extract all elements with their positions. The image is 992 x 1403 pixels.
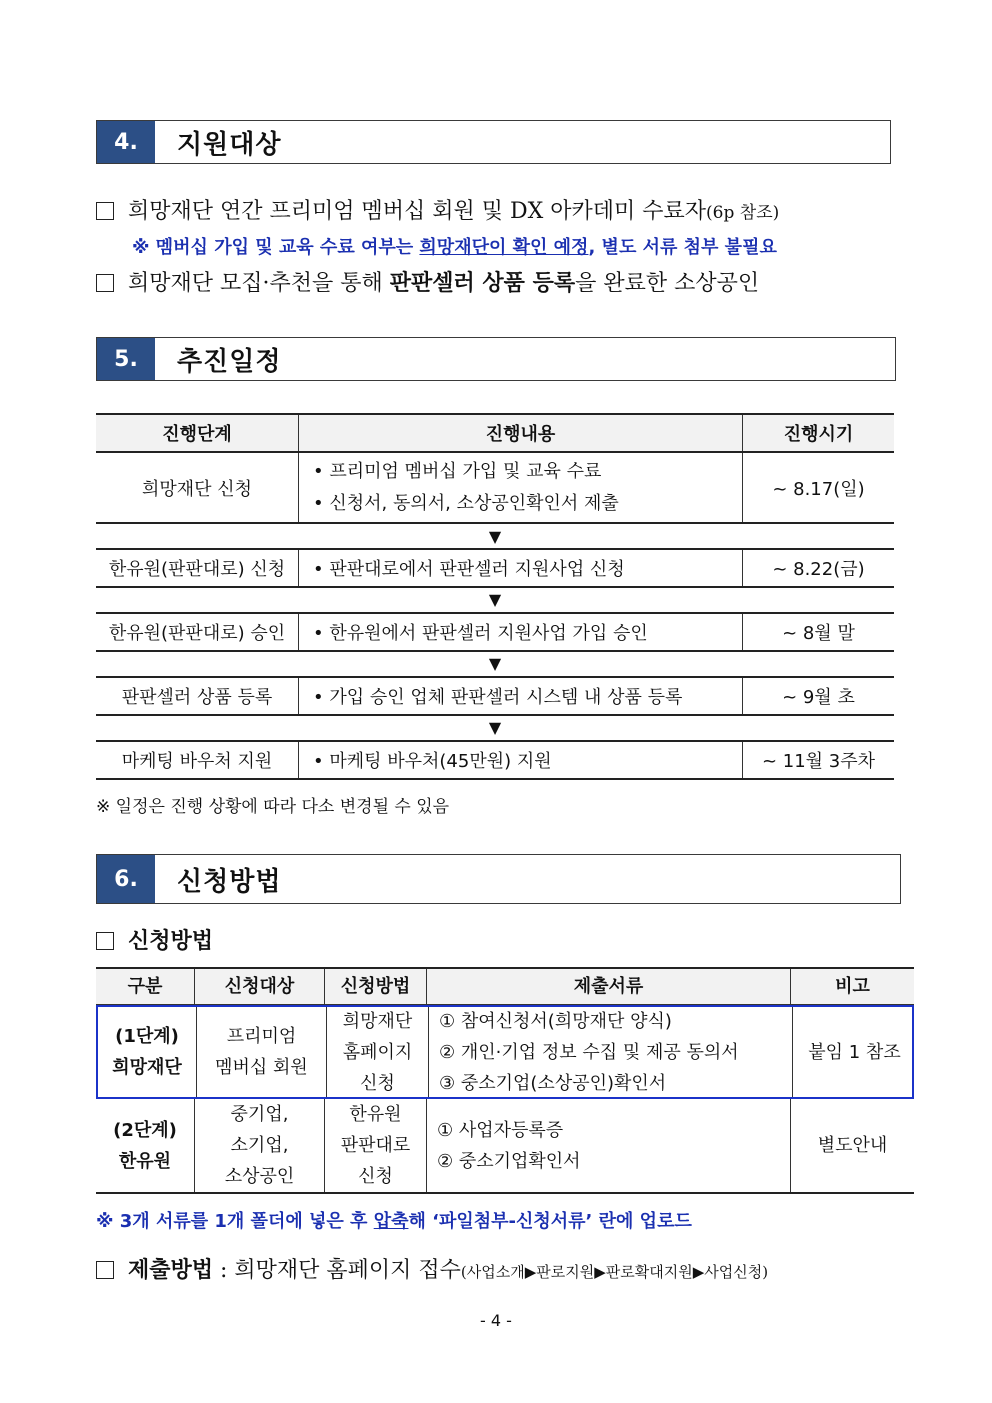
header-method: 신청방법 [324, 969, 426, 1004]
down-arrow-icon: ▼ [488, 590, 502, 609]
content-cell: • 마케팅 바우처(45만원) 지원 [298, 742, 742, 778]
down-arrow-icon: ▼ [488, 527, 502, 546]
documents-cell: ① 참여신청서(희망재단 양식) ② 개인·기업 정보 수집 및 제공 동의서 ③ 중소기업(소상공인)확인서 [428, 1007, 792, 1097]
target-cell: 중기업, 소기업, 소상공인 [194, 1099, 324, 1192]
header-type: 구분 [127, 976, 163, 997]
schedule-header-row [96, 413, 894, 453]
header-stage: 진행단계 [162, 424, 232, 445]
schedule-row [96, 740, 894, 780]
stage-cell: 한유원(판판대로) 신청 [108, 559, 286, 580]
content-cell: • 프리미엄 멤버십 가입 및 교육 수료 • 신청서, 동의서, 소상공인확인서 제출 [298, 453, 742, 522]
section-5-header [96, 337, 896, 381]
documents-cell: ① 사업자등록증 ② 중소기업확인서 [426, 1099, 790, 1192]
page-number: - 4 - [480, 1311, 512, 1330]
schedule-row [96, 676, 894, 716]
section-title: 추진일정 [177, 346, 282, 377]
remark-cell: 별도안내 [790, 1099, 914, 1192]
stage-cell: 마케팅 바우처 지원 [121, 751, 273, 772]
eligibility-line-1: 희망재단 연간 프리미엄 멤버십 회원 및 DX 아카데미 수료자(6p 참조) [96, 194, 779, 225]
remark-cell: 붙임 1 참조 [792, 1007, 916, 1097]
period-cell: ~ 8월 말 [742, 614, 894, 650]
stage-cell: (1단계) 희망재단 [112, 1026, 182, 1078]
period-cell: ~ 8.22(금) [742, 550, 894, 586]
apply-method-subtitle: 신청방법 [96, 924, 213, 955]
schedule-note: ※ 일정은 진행 상황에 따라 다소 변경될 수 있음 [96, 797, 450, 817]
section-title: 신청방법 [177, 866, 282, 897]
stage-cell: 희망재단 신청 [141, 478, 253, 500]
down-arrow-icon: ▼ [488, 718, 502, 737]
header-period: 진행시기 [742, 415, 894, 451]
method-cell: 희망재단 홈페이지 신청 [326, 1007, 428, 1097]
eligibility-line-2: 희망재단 모집·추천을 통해 판판셀러 상품 등록을 완료한 소상공인 [96, 266, 759, 297]
target-cell: 프리미엄 멤버십 회원 [196, 1007, 326, 1097]
header-target: 신청대상 [194, 969, 324, 1004]
header-content: 진행내용 [298, 415, 742, 451]
checkbox-square-icon [96, 932, 114, 950]
section-number: 5. [97, 338, 155, 380]
apply-row-stage-2 [96, 1099, 914, 1194]
checkbox-square-icon [96, 274, 114, 292]
content-cell: • 가입 승인 업체 판판셀러 시스템 내 상품 등록 [298, 678, 742, 714]
header-documents: 제출서류 [426, 969, 790, 1004]
section-number: 4. [97, 121, 155, 163]
stage-cell: 한유원(판판대로) 승인 [108, 623, 286, 644]
content-cell: • 한유원에서 판판셀러 지원사업 가입 승인 [298, 614, 742, 650]
schedule-row [96, 612, 894, 652]
down-arrow-icon: ▼ [488, 654, 502, 673]
content-cell: • 판판대로에서 판판셀러 지원사업 신청 [298, 550, 742, 586]
membership-note: ※ 멤버십 가입 및 교육 수료 여부는 희망재단이 확인 예정, 별도 서류 첨부 불필요 [132, 237, 777, 258]
schedule-row [96, 548, 894, 588]
submit-method-line: 제출방법 : 희망재단 홈페이지 접수(사업소개▶판로지원▶판로확대지원▶사업신청) [96, 1253, 768, 1284]
apply-row-stage-1 [96, 1005, 914, 1099]
section-6-header [96, 854, 901, 904]
method-cell: 한유원 판판대로 신청 [324, 1099, 426, 1192]
stage-cell: 판판셀러 상품 등록 [121, 687, 273, 708]
section-title: 지원대상 [177, 129, 282, 160]
period-cell: ~ 8.17(일) [742, 453, 894, 522]
checkbox-square-icon [96, 1261, 114, 1279]
period-cell: ~ 9월 초 [742, 678, 894, 714]
apply-header-row [96, 967, 914, 1005]
upload-note: ※ 3개 서류를 1개 폴더에 넣은 후 압축해 ‘파일첨부-신청서류’ 란에 업로드 [96, 1211, 692, 1232]
checkbox-square-icon [96, 202, 114, 220]
section-4-header [96, 120, 891, 164]
stage-cell: (2단계) 한유원 [113, 1119, 177, 1172]
period-cell: ~ 11월 3주차 [742, 742, 894, 778]
section-number: 6. [97, 855, 155, 903]
header-remark: 비고 [790, 969, 914, 1004]
schedule-row [96, 453, 894, 524]
